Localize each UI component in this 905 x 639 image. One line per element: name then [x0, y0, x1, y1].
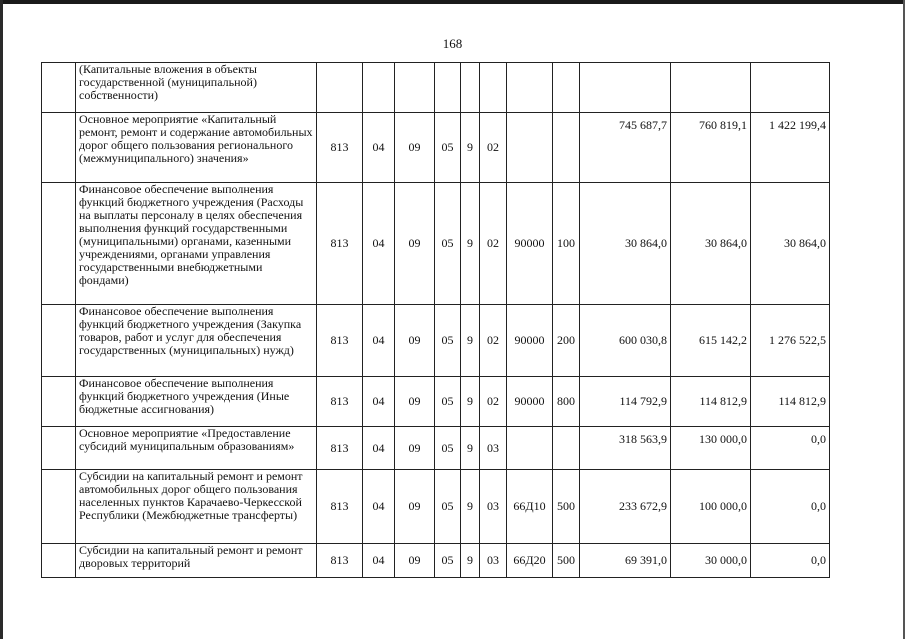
amount-year-2: 114 812,9: [671, 377, 751, 427]
direction-code: 90000: [507, 183, 553, 305]
expense-type-code: 200: [553, 305, 580, 377]
event-code: 03: [480, 544, 507, 578]
expense-type-code: 500: [553, 544, 580, 578]
program-code: 05: [435, 470, 461, 544]
amount-year-1: 69 391,0: [580, 544, 671, 578]
event-code: [480, 63, 507, 113]
event-code: 02: [480, 113, 507, 183]
scan-edge-top: [0, 0, 905, 4]
amount-year-2: 30 864,0: [671, 183, 751, 305]
table-row: [42, 470, 830, 544]
subprogram-code: 9: [461, 377, 480, 427]
amount-year-3: 114 812,9: [751, 377, 830, 427]
expense-type-code: [553, 427, 580, 470]
subsection-code: 09: [395, 113, 435, 183]
ministry-code: 813: [317, 113, 363, 183]
amount-year-3: 1 276 522,5: [751, 305, 830, 377]
direction-code: 66Д20: [507, 544, 553, 578]
direction-code: [507, 113, 553, 183]
subprogram-code: 9: [461, 470, 480, 544]
amount-year-1: 30 864,0: [580, 183, 671, 305]
item-name: (Капитальные вложения в объекты государственной (муниципальной) собственности): [76, 63, 317, 113]
ministry-code: 813: [317, 427, 363, 470]
ministry-code: 813: [317, 470, 363, 544]
blank-cell: [42, 427, 76, 470]
amount-year-3: 30 864,0: [751, 183, 830, 305]
subprogram-code: [461, 63, 480, 113]
direction-code: 90000: [507, 377, 553, 427]
program-code: 05: [435, 305, 461, 377]
amount-year-1: 318 563,9: [580, 427, 671, 470]
event-code: 02: [480, 305, 507, 377]
scan-edge-left: [0, 0, 3, 639]
direction-code: [507, 427, 553, 470]
item-name: Субсидии на капитальный ремонт и ремонт дворовых территорий: [76, 544, 317, 578]
table-row: [42, 544, 830, 578]
direction-code: 90000: [507, 305, 553, 377]
subsection-code: 09: [395, 377, 435, 427]
section-code: 04: [363, 183, 395, 305]
subsection-code: 09: [395, 544, 435, 578]
blank-cell: [42, 544, 76, 578]
table-row: [42, 427, 830, 470]
item-name: Основное мероприятие «Капитальный ремонт, ремонт и содержание автомобильных дорог общего пользования регионального (межмуниципального) значения»: [76, 113, 317, 183]
amount-year-2: 30 000,0: [671, 544, 751, 578]
subprogram-code: 9: [461, 113, 480, 183]
blank-cell: [42, 305, 76, 377]
subprogram-code: 9: [461, 427, 480, 470]
subsection-code: 09: [395, 427, 435, 470]
direction-code: 66Д10: [507, 470, 553, 544]
amount-year-1: 600 030,8: [580, 305, 671, 377]
program-code: [435, 63, 461, 113]
expense-type-code: [553, 113, 580, 183]
item-name: Субсидии на капитальный ремонт и ремонт автомобильных дорог общего пользования населенных пунктов Карачаево-Черкесской Республики (Межбюджетные трансферты): [76, 470, 317, 544]
program-code: 05: [435, 544, 461, 578]
expense-type-code: 500: [553, 470, 580, 544]
section-code: 04: [363, 305, 395, 377]
amount-year-1: 745 687,7: [580, 113, 671, 183]
table-row: [42, 113, 830, 183]
amount-year-2: 130 000,0: [671, 427, 751, 470]
amount-year-3: 0,0: [751, 470, 830, 544]
blank-cell: [42, 183, 76, 305]
page-number: 168: [442, 36, 463, 51]
program-code: 05: [435, 113, 461, 183]
amount-year-3: 1 422 199,4: [751, 113, 830, 183]
amount-year-2: [671, 63, 751, 113]
subprogram-code: 9: [461, 183, 480, 305]
ministry-code: [317, 63, 363, 113]
amount-year-3: 0,0: [751, 544, 830, 578]
amount-year-2: 760 819,1: [671, 113, 751, 183]
ministry-code: 813: [317, 183, 363, 305]
expense-type-code: [553, 63, 580, 113]
item-name: Основное мероприятие «Предоставление субсидий муниципальным образованиям»: [76, 427, 317, 470]
subprogram-code: 9: [461, 305, 480, 377]
table-row: [42, 63, 830, 113]
program-code: 05: [435, 427, 461, 470]
amount-year-3: 0,0: [751, 427, 830, 470]
item-name: Финансовое обеспечение выполнения функций бюджетного учреждения (Расходы на выплаты персоналу в целях обеспечения выполнения функций государственными (муниципальными) органами, казенными учреждениями, органами управления государственными внебюджетными фондами): [76, 183, 317, 305]
section-code: 04: [363, 470, 395, 544]
amount-year-2: 615 142,2: [671, 305, 751, 377]
section-code: 04: [363, 544, 395, 578]
subsection-code: 09: [395, 183, 435, 305]
subsection-code: 09: [395, 305, 435, 377]
ministry-code: 813: [317, 305, 363, 377]
section-code: [363, 63, 395, 113]
budget-table: [41, 62, 830, 578]
direction-code: [507, 63, 553, 113]
amount-year-1: [580, 63, 671, 113]
subsection-code: 09: [395, 470, 435, 544]
event-code: 02: [480, 183, 507, 305]
item-name: Финансовое обеспечение выполнения функций бюджетного учреждения (Закупка товаров, работ и услуг для обеспечения государственных (муниципальных) нужд): [76, 305, 317, 377]
ministry-code: 813: [317, 377, 363, 427]
table-row: [42, 377, 830, 427]
subsection-code: [395, 63, 435, 113]
blank-cell: [42, 113, 76, 183]
amount-year-1: 114 792,9: [580, 377, 671, 427]
program-code: 05: [435, 377, 461, 427]
amount-year-3: [751, 63, 830, 113]
program-code: 05: [435, 183, 461, 305]
subprogram-code: 9: [461, 544, 480, 578]
amount-year-1: 233 672,9: [580, 470, 671, 544]
blank-cell: [42, 470, 76, 544]
table-row: [42, 183, 830, 305]
ministry-code: 813: [317, 544, 363, 578]
event-code: 03: [480, 427, 507, 470]
blank-cell: [42, 377, 76, 427]
event-code: 02: [480, 377, 507, 427]
event-code: 03: [480, 470, 507, 544]
section-code: 04: [363, 427, 395, 470]
table-row: [42, 305, 830, 377]
blank-cell: [42, 63, 76, 113]
expense-type-code: 800: [553, 377, 580, 427]
amount-year-2: 100 000,0: [671, 470, 751, 544]
section-code: 04: [363, 113, 395, 183]
section-code: 04: [363, 377, 395, 427]
item-name: Финансовое обеспечение выполнения функций бюджетного учреждения (Иные бюджетные ассигнования): [76, 377, 317, 427]
expense-type-code: 100: [553, 183, 580, 305]
